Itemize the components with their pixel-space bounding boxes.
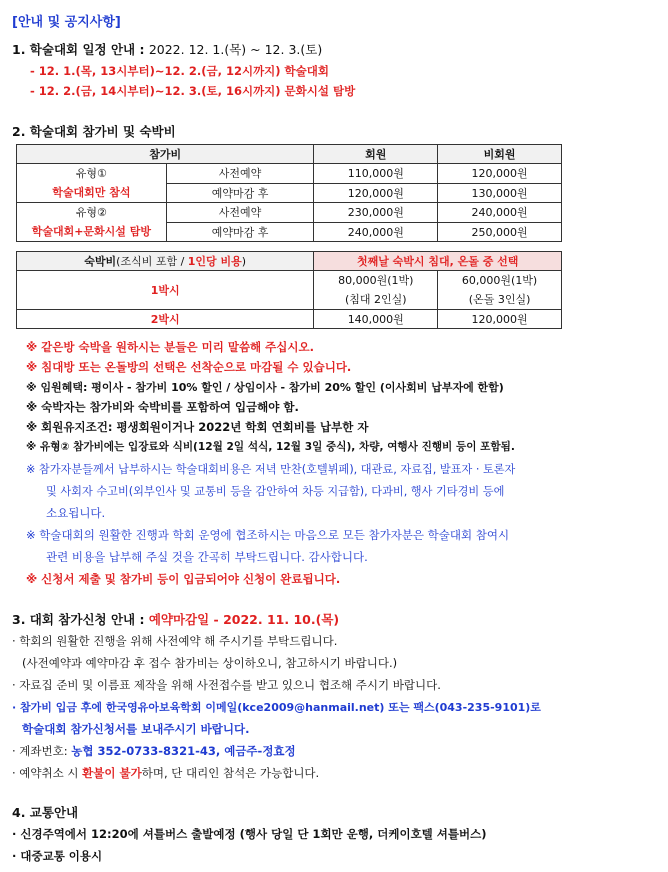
reg-line-5: 학술대회 참가신청서를 보내주시기 바랍니다. <box>22 722 250 736</box>
fee-value: 230,000원 <box>314 203 438 223</box>
section-1-heading <box>12 40 322 58</box>
cancel-policy-no-refund: 환불이 불가 <box>82 766 142 780</box>
lodging-header <box>17 252 314 271</box>
type-1-label: 유형① <box>75 167 107 180</box>
note-completion: ※ 신청서 제출 및 참가비 등이 입금되어야 신청이 완료됩니다. <box>26 572 341 586</box>
fee-value: 120,000원 <box>314 183 438 203</box>
one-night-bed-note: (침대 2인실) <box>344 293 407 306</box>
type-2-label: 유형② <box>75 206 107 219</box>
schedule-line-2: - 12. 2.(금, 14시부터)~12. 3.(토, 16시까지) 문화시설 탐방 <box>30 84 356 98</box>
one-night-bed-cell <box>314 271 438 310</box>
type-1-desc: 학술대회만 참석 <box>52 186 131 199</box>
note-member-condition: ※ 회원유지조건: 평생회원이거나 2022년 학회 연회비를 납부한 자 <box>26 420 369 434</box>
section-4-heading: 4. 교통안내 <box>12 805 79 820</box>
bank-account-label: · 계좌번호: <box>12 744 72 758</box>
section-2-heading: 2. 학술대회 참가비 및 숙박비 <box>12 124 176 139</box>
cancel-policy-line <box>12 765 319 781</box>
type-2-desc: 학술대회+문화시설 탐방 <box>31 225 151 238</box>
note-cooperation-2: 관련 비용을 납부해 주실 것을 간곡히 부탁드립니다. 감사합니다. <box>46 550 368 564</box>
note-fee-usage-2: 및 사회자 수고비(외부인사 및 교통비 등을 감안하여 차등 지급함), 다과비, 행사 기타경비 등에 <box>46 485 505 498</box>
type-1-cell <box>17 164 167 203</box>
note-lodging-payment: ※ 숙박자는 참가비와 숙박비를 포함하여 입금해야 함. <box>26 400 299 414</box>
note-room-type: ※ 침대방 또는 온돌방의 선택은 선착순으로 마감될 수 있습니다. <box>26 360 352 374</box>
two-night-ondol-price: 120,000원 <box>438 310 562 329</box>
lodging-header-label: 숙박비 <box>84 255 117 268</box>
lodging-header-note: (조식비 포함 / <box>116 255 188 268</box>
note-type2-includes: ※ 유형② 참가비에는 입장료와 식비(12월 2일 석식, 12월 3일 중식), 차량, 여행사 진행비 등이 포함됨. <box>26 441 515 453</box>
lodging-header-per-person: 1인당 비용 <box>187 255 242 268</box>
post-deadline-label: 예약마감 후 <box>166 183 314 203</box>
note-cooperation-1: ※ 학술대회의 원활한 진행과 학회 운영에 협조하시는 마음으로 모든 참가자분은 학술대회 참여시 <box>26 528 510 542</box>
transport-line-2: · 대중교통 이용시 <box>12 849 103 863</box>
bank-account-value: 농협 352-0733-8321-43, 예금주-정효정 <box>71 744 296 758</box>
fee-value: 130,000원 <box>438 183 562 203</box>
page-title: [안내 및 공지사항] <box>12 15 121 30</box>
reg-line-3: · 자료집 준비 및 이름표 제작을 위해 사전접수를 받고 있으니 협조해 주시기 바랍니다. <box>12 678 441 692</box>
first-night-header: 첫째날 숙박시 침대, 온돌 중 선택 <box>314 252 562 271</box>
post-deadline-label: 예약마감 후 <box>166 222 314 242</box>
fee-value: 240,000원 <box>438 203 562 223</box>
lodging-header-close: ) <box>241 255 247 268</box>
one-night-bed-price: 80,000원(1박) <box>338 274 414 287</box>
pre-booking-label: 사전예약 <box>166 164 314 184</box>
reg-line-1: · 학회의 원활한 진행을 위해 사전예약 해 주시기를 부탁드립니다. <box>12 634 338 648</box>
cancel-policy-c: 하며, 단 대리인 참석은 가능합니다. <box>141 766 320 780</box>
section-3-heading <box>12 610 339 628</box>
fee-value: 120,000원 <box>438 164 562 184</box>
reg-line-2: (사전예약과 예약마감 후 접수 참가비는 상이하오니, 참고하시기 바랍니다.) <box>22 656 398 670</box>
fee-value: 250,000원 <box>438 222 562 242</box>
note-same-room: ※ 같은방 숙박을 원하시는 분들은 미리 말씀해 주십시오. <box>26 340 314 354</box>
fee-value: 110,000원 <box>314 164 438 184</box>
one-night-ondol-cell <box>438 271 562 310</box>
one-night-label: 1박시 <box>17 271 314 310</box>
bank-account-line <box>12 743 296 759</box>
fee-value: 240,000원 <box>314 222 438 242</box>
one-night-ondol-price: 60,000원(1박) <box>461 274 538 287</box>
pre-booking-label: 사전예약 <box>166 203 314 223</box>
note-fee-usage-1: ※ 참가자분들께서 납부하시는 학술대회비용은 저녁 만찬(호텔뷔페), 대관료, 자료집, 발표자 · 토론자 <box>26 463 516 476</box>
section-3-heading-label: 3. 대회 참가신청 안내 : <box>12 612 149 627</box>
fee-table <box>16 144 562 242</box>
section-3-deadline: 예약마감일 - 2022. 11. 10.(목) <box>148 612 340 627</box>
one-night-ondol-note: (온돌 3인실) <box>468 293 531 306</box>
lodging-table <box>16 251 562 329</box>
section-1-heading-date: 2022. 12. 1.(목) ~ 12. 3.(토) <box>148 42 323 57</box>
schedule-line-1: - 12. 1.(목, 13시부터)~12. 2.(금, 12시까지) 학술대회 <box>30 64 329 78</box>
section-1-heading-label: 1. 학술대회 일정 안내 : <box>12 42 149 57</box>
member-header: 회원 <box>314 145 438 164</box>
two-night-bed-price: 140,000원 <box>314 310 438 329</box>
transport-line-1: · 신경주역에서 12:20에 셔틀버스 출발예정 (행사 당일 단 1회만 운행, 더케이호텔 셔틀버스) <box>12 827 487 841</box>
nonmember-header: 비회원 <box>438 145 562 164</box>
two-night-label: 2박시 <box>17 310 314 329</box>
note-fee-usage-3: 소요됩니다. <box>46 506 106 520</box>
reg-line-4: · 참가비 입금 후에 한국영유아보육학회 이메일(kce2009@hanmail.net) 또는 팩스(043-235-9101)로 <box>12 701 541 714</box>
note-officer-benefit: ※ 임원혜택: 평이사 - 참가비 10% 할인 / 상임이사 - 참가비 20% 할인 (이사회비 납부자에 한함) <box>26 381 504 394</box>
cancel-policy-a: · 예약취소 시 <box>12 766 83 780</box>
type-2-cell <box>17 203 167 242</box>
fee-header: 참가비 <box>17 145 314 164</box>
